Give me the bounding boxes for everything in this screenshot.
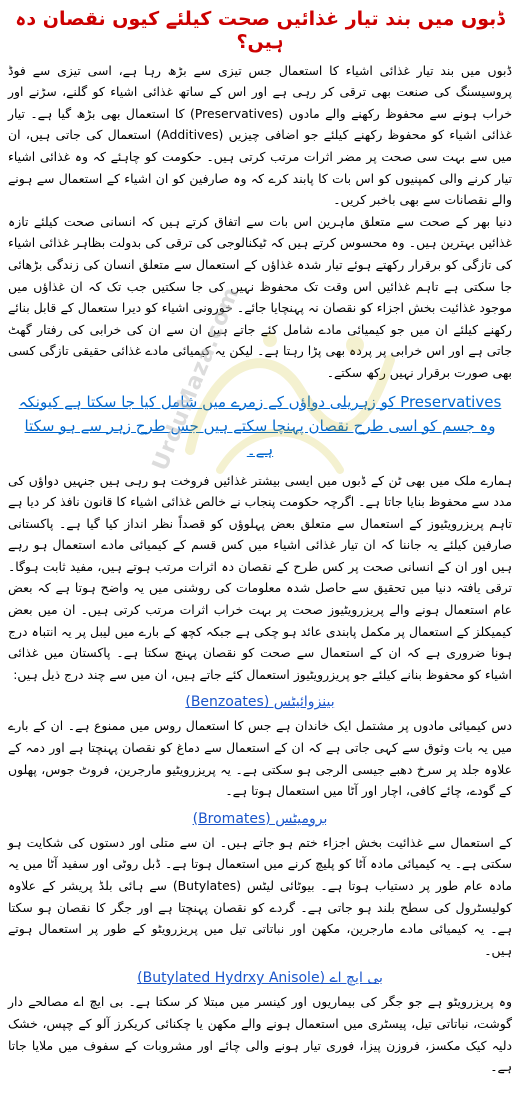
section-text-benzoates: دس کیمیائی مادوں پر مشتمل ایک خاندان ہے جس کا استعمال روس میں ممنوع ہے۔ ان کے بارے میں یہ بات وثوق سے کہی جاتی ہے کہ ان کے استعمال سے دماغ کو نقصان پہنچتا ہے اور دمہ کے علاوہ جلد پر سرخ دھبے جیسی الرجی ہو سکتی ہے۔ یہ پریزرویٹیو مارجرین، فروٹ جوس، پھلوں کے گودے، چائے کافی، اچار اور آٹا میں استعمال ہوتا ہے۔	[8, 718, 512, 799]
section-heading-benzoates: بینزوائیٹس (Benzoates)	[185, 694, 335, 711]
section-heading-bromates: برومیٹس (Bromates)	[192, 810, 328, 827]
section-text-bha: وہ پریزرویٹو ہے جو جگر کی بیماریوں اور کینسر میں مبتلا کر سکتا ہے۔ بی ایچ اے مصالحے دار گوشت، نباتاتی تیل، پیسٹری میں استعمال ہونے والے مکھن یا چکنائی کریکرز آلو کے چپس، خشک دلیہ کیک مکسز، فروزن پیزا، فوری تیار ہونے والی چائے اور مشروبات کے سفوف میں ملایا جاتا ہے۔	[8, 994, 512, 1075]
paragraph-pakistan: ہمارے ملک میں بھی ٹن کے ڈبوں میں ایسی بیشتر غذائیں فروخت ہو رہی ہیں جنہیں دواؤں کی مدد سے محفوظ بنایا جاتا ہے۔ اگرچہ حکومت پنجاب نے خالص غذائی اشیاء کا قانون نافذ کر دیا ہے تاہم پریزرویٹیوز کے استعمال سے متعلق بعض پہلوؤں کو قصداً نظر انداز کیا گیا ہے۔ پاکستانی صارفین کیلئے یہ جاننا کہ ان تیار غذائی اشیاء میں کس قسم کے کیمیائی مادے استعمال ہو رہے ہیں اور ان کے انسانی صحت پر کس طرح کے نقصان دہ اثرات مرتب ہوتے ہیں، مفید ثابت ہوگا۔ ترقی یافتہ دنیا میں تحقیق سے حاصل شدہ معلومات کی روشنی میں یہ واضح ہوتا ہے کہ بعض عام استعمال ہونے والے پریزرویٹیوز صحت پر بہت خراب اثرات مرتب کرتی ہیں۔ ان میں بعض کیمیکلز کے استعمال پر مکمل پابندی عائد ہو چکی ہے جبکہ کچھ کے بارے میں لیبل پر یہ انتباہ درج ہونا ضروری ہے کہ ان کے استعمال سے صحت کو نقصان پہنچ سکتا ہے۔ پاکستان میں غذائی اشیاء کو محفوظ بنانے کیلئے جو پریزرویٹیوز استعمال کئے جاتے ہیں، ان میں سے چند درج ذیل ہیں:	[8, 472, 512, 682]
section-text-bromates: کے استعمال سے غذائیت بخش اجزاء ختم ہو جاتے ہیں۔ ان سے متلی اور دستوں کی شکایت ہو سکتی ہے۔ یہ کیمیائی مادہ آٹا کو پلیچ کرنے میں استعمال ہوتا ہے۔ ڈبل روٹی اور سفید آٹا میں یہ مادہ عام طور پر دستیاب ہوتا ہے۔ بیوٹائی لیٹس (Butylates) سے ہائی بلڈ پریشر کے علاوہ کولیسٹرول کی سطح بلند ہو جاتی ہے۔ گردے کو نقصان پہنچتا ہے اور جگر کا نقصان ہو سکتا ہے۔ یہ کیمیائی مادے مارجرین، مکھن اور نباتاتی تیل میں پریزرویٹو کے طور پر استعمال ہوتے ہیں۔	[8, 834, 512, 958]
paragraph-intro: ڈبوں میں بند تیار غذائی اشیاء کا استعمال جس تیزی سے بڑھ رہا ہے، اسی تیزی سے فوڈ پروسیسنگ کی صنعت بھی ترقی کر رہی ہے اور اس کے ساتھ غذائی اشیاء کو گلنے، سڑنے اور خراب ہونے سے محفوظ رکھنے والے مادوں (Preservatives) کا استعمال بھی بڑھ گیا ہے۔ تیار غذائی اشیاء کو محفوظ رکھنے کیلئے جو اضافی چیزیں (Additives) استعمال کی جاتی ہیں، ان میں سے بہت سی صحت پر مضر اثرات مرتب کرتی ہیں۔ حکومت کو چاہئے کہ وہ غذائی اشیاء تیار کرنے والی کمپنیوں کو اس بات کا پابند کرے کہ وہ صارفین کو ان اشیاء کے استعمال سے ہونے والے نقصانات سے بھی باخبر کریں۔	[8, 62, 512, 208]
paragraph-experts: دنیا بھر کے صحت سے متعلق ماہرین اس بات سے اتفاق کرتے ہیں کہ انسانی صحت کیلئے تازہ غذائیں بہترین ہیں۔ وہ محسوس کرتے ہیں کہ ٹیکنالوجی کی ترقی کی بدولت بظاہر غذائی اشیاء کی تازگی کو برقرار رکھتے ہوئے تیار شدہ غذاؤں کے استعمال سے متعلق انسان کی زندگی بڑھائی جا سکتی ہے تاہم غذائیں اس وقت تک محفوظ نہیں کی جا سکتیں جب تک کہ ان غذاؤں میں موجود غذائیت بخش اجزاء کو نقصان نہ پہنچایا جائے۔ خورونی اشیاء کو دیرا ستعمال کے قابل بنائے رکھنے کیلئے ان میں جو کیمیائی مادے شامل کئے جاتے ہیں ان سے ان کی خرابی کی رفتار گھٹ جاتی ہے اور اس خرابی پر پردہ بھی پڑا رہتا ہے۔ لیکن یہ کیمیائی مادے غذائی حقیقی تازگی کسی بھی صورت برقرار نہیں رکھ سکتے۔	[8, 213, 512, 380]
article-title: ڈبوں میں بند تیار غذائیں صحت کیلئے کیوں نقصان دہ ہیں؟	[15, 8, 505, 53]
section-heading-bha: بی ایچ اے (Butylated Hydrxy Anisole)	[137, 970, 383, 987]
watermark-text: UrduMaza.com	[148, 283, 245, 475]
highlight-quote: Preservatives کو زہریلی دواؤں کے زمرے میں شامل کیا جا سکتا ہے کیونکہ وہ جسم کو اسی طرح نقصان پہنچا سکتے ہیں جس طرح زہر سے ہو سکتا ہے۔	[18, 392, 502, 459]
